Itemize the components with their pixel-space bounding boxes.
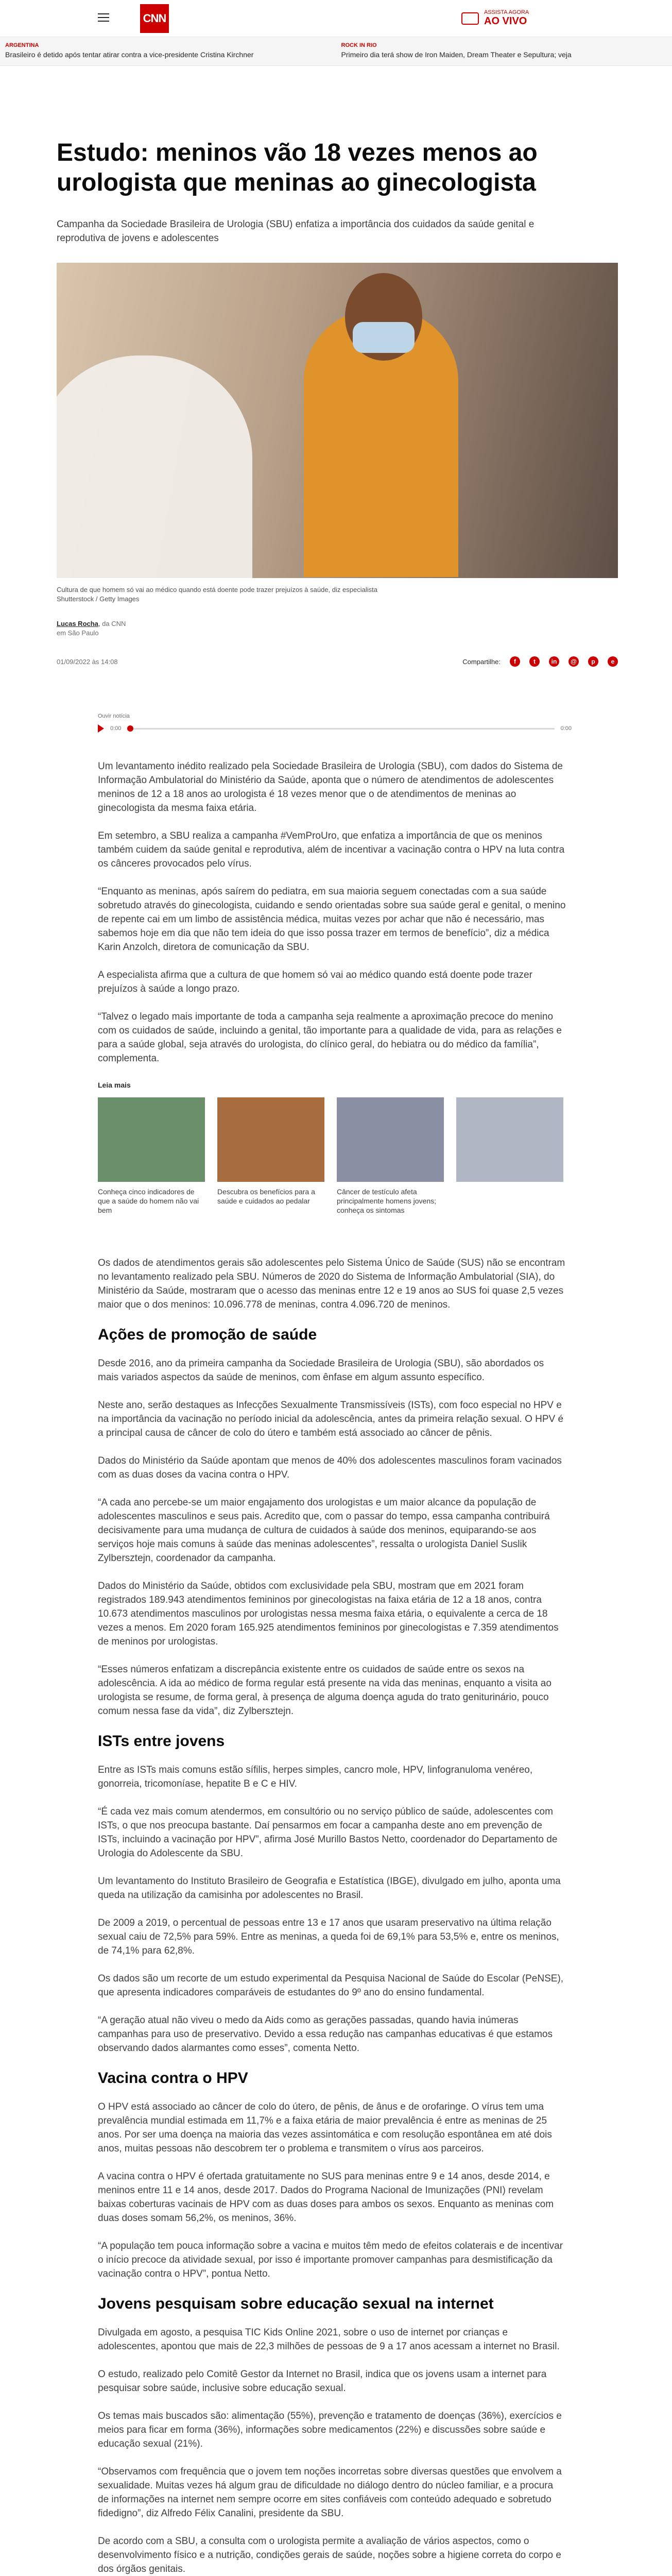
card-thumbnail bbox=[337, 1097, 444, 1182]
paragraph: “A geração atual não viveu o medo da Aids como as gerações passadas, quando havia inúmeras campanhas para uso de preservativo. Devido a essa redução nas campanhas educativas é que estamos observando dados alarmantes como esses”, comenta Netto. bbox=[98, 2015, 553, 2054]
news-ticker bbox=[0, 37, 672, 66]
live-small-label: ASSISTA AGORA bbox=[484, 9, 529, 15]
audio-handle[interactable] bbox=[127, 725, 133, 732]
live-big-label: AO VIVO bbox=[484, 15, 527, 27]
print-icon[interactable]: e bbox=[608, 656, 618, 667]
paragraph: Os temas mais buscados são: alimentação (55%), prevenção e tratamento de doenças (36%), exercícios e meios para ficar em forma (36%), informações sobre medicamentos (22%) e discussões sobre saúde e educação sexual (21%). bbox=[98, 2411, 562, 2449]
ticker-text: Brasileiro é detido após tentar atirar contra a vice-presidente Cristina Kirchner bbox=[5, 50, 254, 59]
paragraph: “A população tem pouca informação sobre a vacina e muitos têm medo de efeitos colaterais e de incentivar o início precoce da atividade sexual, por isso é importante promover campanhas para desmistificação da vacinação contra o HPV”, pontua Netto. bbox=[98, 2241, 563, 2279]
section-heading: Jovens pesquisam sobre educação sexual na internet bbox=[98, 2295, 494, 2312]
hero-image bbox=[57, 263, 618, 578]
facebook-icon[interactable]: f bbox=[510, 656, 520, 667]
paragraph: Divulgada em agosto, a pesquisa TIC Kids Online 2021, sobre o uso de internet por crianças e adolescentes, apontou que mais de 22,3 milhões de pessoas de 9 a 17 anos acessam a internet no Brasil. bbox=[98, 2327, 560, 2352]
pinterest-icon[interactable]: p bbox=[588, 656, 598, 667]
paragraph: Dados do Ministério da Saúde, obtidos com exclusividade pela SBU, mostram que em 2021 foram registrados 189.943 atendimentos femininos por ginecologistas na faixa etária de 12 a 18 anos, contra 10.673 atendimentos masculinos por urologistas nessa mesma faixa etária, o equivalente a cerca de 18 vezes a menos. Em 2020 foram 165.925 atendimentos femininos por ginecologistas e 7.359 atendimentos de meninos por urologistas. bbox=[98, 1581, 559, 1647]
twitter-icon[interactable]: t bbox=[529, 656, 540, 667]
author-source: da CNN bbox=[102, 620, 126, 628]
menu-icon[interactable] bbox=[98, 13, 109, 22]
paragraph: Desde 2016, ano da primeira campanha da Sociedade Brasileira de Urologia (SBU), são abordados os mais variados aspectos da saúde de meninos, com ênfase em algum assunto específico. bbox=[98, 1358, 544, 1383]
author-place: em São Paulo bbox=[57, 629, 99, 637]
paragraph: De 2009 a 2019, o percentual de pessoas entre 13 e 17 anos que usaram preservativo na última relação sexual caiu de 72,5% para 59%. Entre as meninas, a queda foi de 69,1% para 53,5% e, entre os meninos, de 74,1% para 62,8%. bbox=[98, 1918, 559, 1956]
paragraph: Os dados de atendimentos gerais são adolescentes pelo Sistema Único de Saúde (SUS) não se encontram no levantamento realizado pela SBU. Números de 2020 do Sistema de Informação Ambulatorial (SIA), do Ministério da Saúde, mostraram que o acesso das meninas entre 12 e 19 anos ao SUS foi quase 2,5 vezes maior que o dos meninos: 10.096.778 de meninas, contra 4.096.720 de meninos. bbox=[98, 1258, 565, 1310]
audio-player bbox=[98, 713, 572, 739]
publish-date: 01/09/2022 às 14:08 bbox=[57, 657, 118, 666]
paragraph: Em setembro, a SBU realiza a campanha #VemProUro, que enfatiza a importância de que os meninos também cuidem da saúde genital e reprodutiva, além de incentivar a vacinação contra o HPV na luta contra os cânceres provocados pelo vírus. bbox=[98, 831, 565, 869]
section-heading: ISTs entre jovens bbox=[98, 1733, 225, 1750]
audio-label: Ouvir notícia bbox=[98, 713, 130, 719]
card-thumbnail bbox=[456, 1097, 563, 1182]
paragraph: O estudo, realizado pelo Comitê Gestor da Internet no Brasil, indica que os jovens usam a internet para pesquisar sobre saúde, inclusive sobre educação sexual. bbox=[98, 2369, 547, 2394]
section-heading: Vacina contra o HPV bbox=[98, 2070, 248, 2087]
paragraph: “Enquanto as meninas, após saírem do pediatra, em sua maioria seguem conectadas com a sua saúde sobretudo através do ginecologista, cuidando e sendo orientadas sobre sua saúde geral e genital, o menino de repente cai em um limbo de assistência médica, muitas vezes por achar que não é necessário, mas sabemos hoje em dia que não tem ideia do que isso possa trazer em termos de benefício”, diz a médica Karin Anzolch, diretora de comunicação da SBU. bbox=[98, 886, 566, 953]
paragraph: Neste ano, serão destaques as Infecções Sexualmente Transmissíveis (ISTs), com foco especial no HPV e na importância da vacinação no período inicial da adolescência, antes da primeira relação sexual. O HPV é a principal causa de câncer de colo do útero e também está associado ao câncer de pênis. bbox=[98, 1400, 564, 1438]
tv-icon bbox=[461, 12, 479, 25]
share-label: Compartilhe: bbox=[462, 657, 501, 666]
paragraph: De acordo com a SBU, a consulta com o urologista permite a avaliação de vários aspectos, como o desenvolvimento físico e a nutrição, condições gerais de saúde, noções sobre a higiene correta do corpo e dos órgãos genitais. bbox=[98, 2536, 561, 2574]
headline-block bbox=[57, 138, 572, 245]
paragraph: “Talvez o legado mais importante de toda a campanha seja realmente a aproximação precoce do menino com os cuidados de saúde, incluindo a genital, tão importante para a qualidade de vida, para as relações e para a saúde global, seja através do urologista, do clínico geral, do hebiatra ou do médico da família”, complementa. bbox=[98, 1011, 562, 1064]
ticker-item[interactable] bbox=[336, 42, 672, 59]
card-text: Câncer de testículo afeta principalmente homens jovens; conheça os sintomas bbox=[337, 1188, 436, 1214]
ticker-item[interactable] bbox=[0, 42, 336, 59]
audio-end: 0:00 bbox=[560, 725, 572, 732]
paragraph: A especialista afirma que a cultura de que homem só vai ao médico quando está doente pode trazer prejuízos à saúde a longo prazo. bbox=[98, 970, 532, 994]
share-bar bbox=[462, 656, 618, 667]
paragraph: Entre as ISTs mais comuns estão sífilis, herpes simples, cancro mole, HPV, linfogranuloma venéreo, gonorreia, tricomoníase, hepatite B e C e HIV. bbox=[98, 1765, 533, 1789]
live-button[interactable] bbox=[461, 9, 529, 27]
read-more-card[interactable] bbox=[456, 1097, 563, 1215]
image-caption bbox=[57, 585, 672, 604]
hero-doctor bbox=[57, 355, 252, 578]
card-text: Descubra os benefícios para a saúde e cuidados ao pedalar bbox=[217, 1188, 315, 1205]
paragraph: “Esses números enfatizam a discrepância existente entre os cuidados de saúde entre os sexos na adolescência. A ida ao médico de forma regular está presente na vida das meninas, enquanto a visita ao urologista se resume, de forma geral, à presença de alguma doença aguda do trato geniturinário, pouco comum nessa fase da vida”, diz Zylbersztejn. bbox=[98, 1664, 552, 1717]
read-more bbox=[98, 1081, 566, 1215]
article-subtitle: Campanha da Sociedade Brasileira de Urologia (SBU) enfatiza a importância dos cuidados da saúde genital e reprodutiva de jovens e adolescentes bbox=[57, 219, 535, 244]
card-text: Conheça cinco indicadores de que a saúde do homem não vai bem bbox=[98, 1188, 199, 1214]
paragraph: Os dados são um recorte de um estudo experimental da Pesquisa Nacional de Saúde do Escolar (PeNSE), que apresenta indicadores comparáveis de estudantes do 9º ano do ensino fundamental. bbox=[98, 1973, 564, 1998]
read-more-card[interactable] bbox=[98, 1097, 205, 1215]
ticker-tag: ROCK IN RIO bbox=[341, 42, 377, 48]
email-icon[interactable]: @ bbox=[568, 656, 579, 667]
read-more-title: Leia mais bbox=[98, 1081, 131, 1089]
section-heading: Ações de promoção de saúde bbox=[98, 1326, 317, 1343]
card-thumbnail bbox=[98, 1097, 205, 1182]
paragraph: Um levantamento inédito realizado pela Sociedade Brasileira de Urologia (SBU), com dados do Sistema de Informação Ambulatorial do Ministério da Saúde, aponta que o número de atendimentos de adolescentes meninos de 12 a 18 anos ao urologista é 18 vezes menor que o de atendimentos de meninas ao ginecologista da mesma faixa etária. bbox=[98, 761, 563, 814]
byline: Lucas Rocha, da CNN em São Paulo bbox=[57, 620, 126, 637]
meta-row bbox=[57, 656, 618, 667]
play-icon[interactable] bbox=[98, 724, 104, 733]
top-navigation bbox=[0, 0, 672, 37]
paragraph: “Observamos com frequência que o jovem tem noções incorretas sobre diversas questões que envolvem a sexualidade. Muitas vezes há algum grau de dificuldade no diálogo dentro do núcleo familiar, e a procura de informações na internet nem sempre ocorre em sites confiáveis com conteúdo adequado e sobretudo fidedigno”, diz Alfredo Félix Canalini, presidente da SBU. bbox=[98, 2466, 562, 2519]
card-thumbnail bbox=[217, 1097, 324, 1182]
paragraph: A vacina contra o HPV é ofertada gratuitamente no SUS para meninas entre 9 e 14 anos, desde 2014, e meninos entre 11 e 14 anos, desde 2017. Dados do Programa Nacional de Imunizações (PNI) revelam baixas coberturas vacinais de HPV com as duas doses para ambos os sexos. Enquanto as meninas com duas doses somam 56,2%, os meninos, 36%. bbox=[98, 2171, 554, 2224]
paragraph: “A cada ano percebe-se um maior engajamento dos urologistas e um maior alcance da população de adolescentes masculinos e seus pais. Acredito que, com o passar do tempo, essa campanha contribuirá decisivamente para uma mudança de cultura de cuidados à saúde dos meninos, equiparando-se aos serviços hoje mais comuns à saúde das meninas adolescentes”, ressalta o urologista Daniel Suslik Zylbersztejn, coordenador da campanha. bbox=[98, 1497, 550, 1564]
paragraph: Dados do Ministério da Saúde apontam que menos de 40% dos adolescentes masculinos foram vacinados com as duas doses da vacina contra o HPV. bbox=[98, 1455, 562, 1480]
read-more-card[interactable] bbox=[337, 1097, 444, 1215]
article-body bbox=[98, 759, 566, 2576]
ticker-text: Primeiro dia terá show de Iron Maiden, Dream Theater e Sepultura; veja bbox=[341, 50, 572, 59]
paragraph: Um levantamento do Instituto Brasileiro de Geografia e Estatística (IBGE), divulgado em julho, aponta uma queda na utilização da camisinha por adolescentes no Brasil. bbox=[98, 1876, 561, 1901]
caption-text: Cultura de que homem só vai ao médico quando está doente pode trazer prejuízos à saúde, diz especialista bbox=[57, 586, 377, 594]
read-more-card[interactable] bbox=[217, 1097, 324, 1215]
audio-start: 0:00 bbox=[110, 725, 122, 732]
ticker-tag: ARGENTINA bbox=[5, 42, 39, 48]
paragraph: “É cada vez mais comum atendermos, em consultório ou no serviço público de saúde, adolescentes com ISTs, o que nos preocupa bastante. Daí pensarmos em focar a campanha deste ano em prevenção de ISTs, incluindo a vacinação por HPV”, afirma José Murillo Bastos Netto, coordenador do Departamento de Urologia do Adolescente da SBU. bbox=[98, 1806, 558, 1859]
cnn-logo[interactable]: CNN bbox=[140, 4, 169, 33]
article-title: Estudo: meninos vão 18 vezes menos ao urologista que meninas ao ginecologista bbox=[57, 139, 538, 196]
audio-track[interactable] bbox=[127, 728, 554, 730]
author-link[interactable]: Lucas Rocha bbox=[57, 620, 98, 628]
hero-mask bbox=[353, 322, 415, 353]
caption-credit: Shutterstock / Getty Images bbox=[57, 595, 140, 603]
linkedin-icon[interactable]: in bbox=[549, 656, 559, 667]
paragraph: O HPV está associado ao câncer de colo do útero, de pênis, de ânus e de orofaringe. O vírus tem uma prevalência mundial estimada em 11,7% e a faixa etária de maior prevalência é entre as meninas de 25 anos. Por ser uma doença na maioria das vezes assintomática e com resolução espontânea em até dois anos, muitas pessoas não descobrem ter o problema e transmitem o vírus aos parceiros. bbox=[98, 2102, 552, 2154]
